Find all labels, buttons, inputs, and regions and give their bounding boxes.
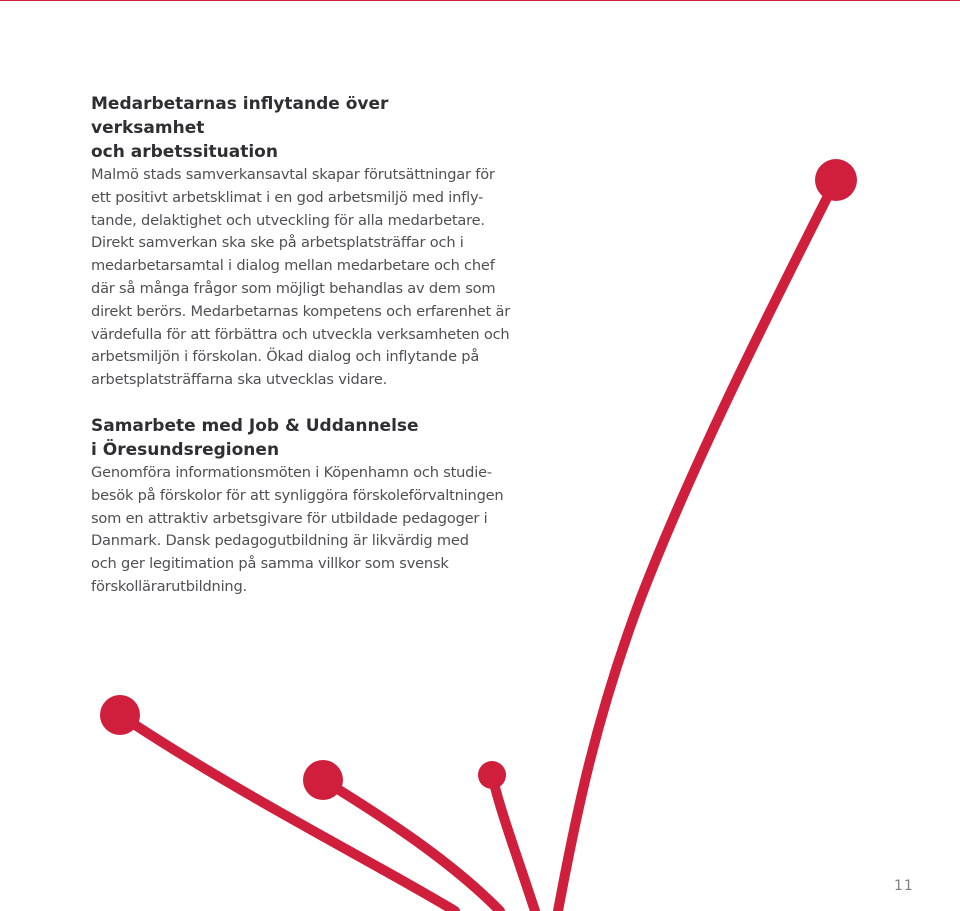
stem-bulb xyxy=(303,760,343,800)
paragraph-line: Danmark. Dansk pedagogutbildning är likvärdig med xyxy=(91,532,469,550)
paragraph-line: och ger legitimation på samma villkor som svensk xyxy=(91,555,449,573)
paragraph-line: besök på förskolor för att synliggöra förskoleförvaltningen xyxy=(91,486,504,504)
paragraph-line: Direkt samverkan ska ske på arbetsplatsträffar och i xyxy=(91,234,464,252)
paragraph-line: Genomföra informationsmöten i Köpenhamn och studie- xyxy=(91,463,492,481)
stem-bulb xyxy=(100,695,140,735)
paragraph-line: där så många frågor som möjligt behandlas av dem som xyxy=(91,279,496,297)
heading-line: i Öresundsregionen xyxy=(91,439,280,460)
paragraph-line: arbetsmiljön i förskolan. Ökad dialog och inflytande på xyxy=(91,348,480,366)
paragraph-line: förskollärarutbildning. xyxy=(91,577,247,595)
stem-line xyxy=(492,775,535,911)
paragraph-line: värdefulla för att förbättra och utveckla verksamheten och xyxy=(91,325,510,343)
paragraph-line: Malmö stads samverkansavtal skapar förutsättningar för xyxy=(91,166,495,183)
paragraph-line: medarbetarsamtal i dialog mellan medarbetare och chef xyxy=(91,257,495,275)
paragraph-line: som en attraktiv arbetsgivare för utbildade pedagoger i xyxy=(91,509,488,527)
heading-line: Medarbetarnas inflytande över verksamhet xyxy=(91,94,389,138)
heading-line: Samarbete med Job & Uddannelse xyxy=(91,415,419,436)
stem-bulb xyxy=(815,159,857,201)
paragraph-line: direkt berörs. Medarbetarnas kompetens och erfarenhet är xyxy=(91,302,511,320)
vertical-chapter-label: 4. REKRYTERING, LÖNE- OCH ANSTÄLLNINGSVILLKOR xyxy=(575,426,686,753)
heading-line: och arbetssituation xyxy=(91,142,278,162)
paragraph-line: tande, delaktighet och utveckling för alla medarbetare. xyxy=(91,211,485,229)
paragraph-line: arbetsplatsträffarna ska utvecklas vidare. xyxy=(91,371,388,389)
stem-line xyxy=(558,180,836,911)
stem-line xyxy=(120,715,455,911)
paragraph-line: ett positivt arbetsklimat i en god arbetsmiljö med infly- xyxy=(91,188,484,206)
stem-bulb xyxy=(478,761,506,789)
page-number: 11 xyxy=(894,878,914,894)
